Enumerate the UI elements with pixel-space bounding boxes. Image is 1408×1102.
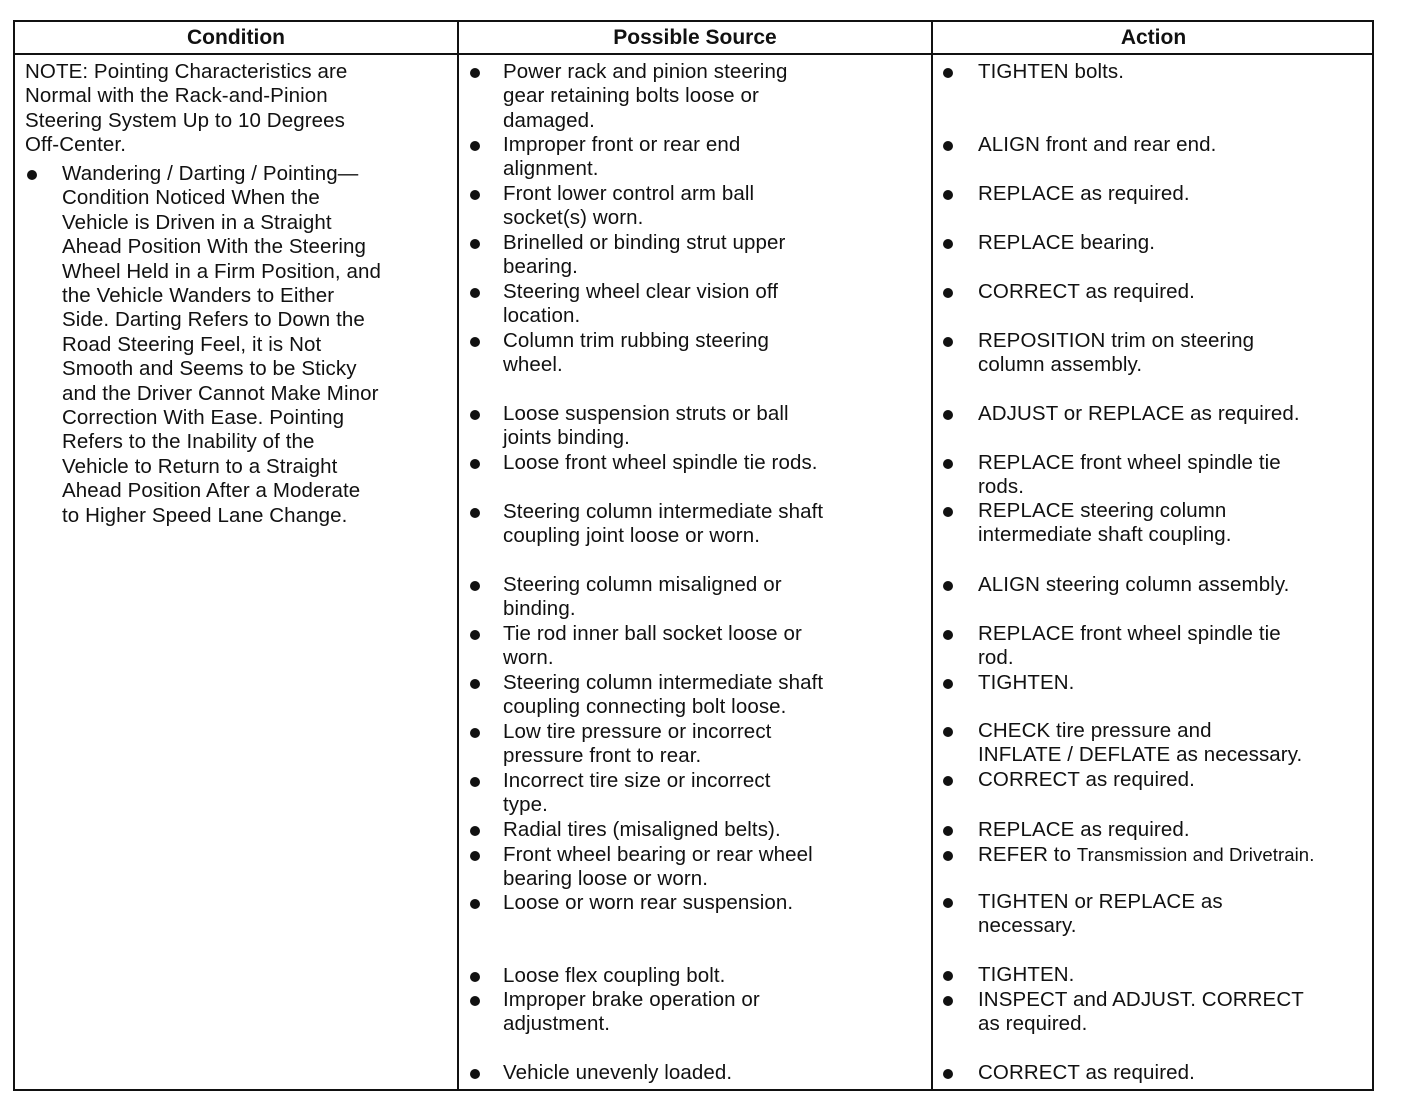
- source-line: Steering wheel clear vision off: [503, 280, 779, 303]
- action-line: INFLATE / DEFLATE as necessary.: [978, 743, 1303, 767]
- bullet-icon: [470, 288, 480, 298]
- source-line: Loose suspension struts or ball: [503, 402, 789, 425]
- bullet-icon: [943, 898, 953, 908]
- condition-note-line: NOTE: Pointing Characteristics are: [25, 60, 348, 83]
- bullet-icon: [470, 239, 480, 249]
- action-line: TIGHTEN.: [978, 671, 1075, 694]
- condition-text-line: Wheel Held in a Firm Position, and: [62, 259, 382, 283]
- bullet-icon: [470, 508, 480, 518]
- source-line: adjustment.: [503, 1012, 611, 1036]
- action-reference: Transmission and Drivetrain.: [1076, 844, 1315, 865]
- action-line: REPLACE front wheel spindle tie: [978, 451, 1281, 474]
- bullet-icon: [943, 630, 953, 640]
- source-line: Improper brake operation or: [503, 988, 760, 1011]
- source-line: joints binding.: [503, 426, 630, 450]
- condition-text-line: Road Steering Feel, it is Not: [62, 332, 322, 356]
- bullet-icon: [470, 581, 480, 591]
- action-line: rod.: [978, 646, 1014, 670]
- condition-text-line: Ahead Position After a Moderate: [62, 479, 361, 503]
- bullet-icon: [470, 826, 480, 836]
- source-line: bearing.: [503, 255, 578, 279]
- condition-text-line: Smooth and Seems to be Sticky: [62, 357, 357, 381]
- bullet-icon: [470, 630, 480, 640]
- bullet-icon: [27, 170, 37, 180]
- action-line: ALIGN front and rear end.: [978, 133, 1217, 156]
- bullet-icon: [943, 190, 953, 200]
- source-line: gear retaining bolts loose or: [503, 84, 759, 108]
- bullet-icon: [943, 410, 953, 420]
- bullet-icon: [943, 141, 953, 151]
- condition-note-line: Normal with the Rack-and-Pinion: [25, 84, 328, 108]
- action-line: REPOSITION trim on steering: [978, 329, 1255, 352]
- source-line: wheel.: [503, 353, 563, 377]
- action-line: REPLACE bearing.: [978, 231, 1156, 254]
- action-line: REPLACE steering column: [978, 499, 1227, 522]
- source-line: worn.: [503, 646, 554, 670]
- bullet-icon: [470, 679, 480, 689]
- action-line: CORRECT as required.: [978, 280, 1195, 303]
- source-line: damaged.: [503, 108, 595, 132]
- bullet-icon: [943, 1069, 953, 1079]
- source-line: Steering column intermediate shaft: [503, 671, 824, 694]
- action-line: REPLACE as required.: [978, 818, 1190, 841]
- header-condition: Condition: [187, 26, 285, 49]
- condition-text-line: to Higher Speed Lane Change.: [62, 503, 348, 527]
- source-line: location.: [503, 304, 581, 328]
- action-line: necessary.: [978, 914, 1077, 938]
- bullet-icon: [943, 337, 953, 347]
- action-line: INSPECT and ADJUST. CORRECT: [978, 988, 1304, 1011]
- action-line: REPLACE front wheel spindle tie: [978, 622, 1281, 645]
- condition-text-line: Condition Noticed When the: [62, 186, 320, 210]
- source-line: Tie rod inner ball socket loose or: [503, 622, 802, 645]
- bullet-icon: [470, 851, 480, 861]
- bullet-icon: [943, 679, 953, 689]
- source-line: socket(s) worn.: [503, 206, 644, 230]
- action-line: rods.: [978, 475, 1025, 499]
- action-line: ADJUST or REPLACE as required.: [978, 402, 1300, 425]
- bullet-icon: [470, 337, 480, 347]
- action-line: as required.: [978, 1012, 1088, 1036]
- condition-text-line: Ahead Position With the Steering: [62, 235, 367, 259]
- source-line: Improper front or rear end: [503, 133, 741, 156]
- action-line: CORRECT as required.: [978, 768, 1195, 791]
- bullet-icon: [470, 996, 480, 1006]
- header-source: Possible Source: [613, 26, 777, 49]
- condition-text-line: Refers to the Inability of the: [62, 430, 315, 454]
- bullet-icon: [943, 239, 953, 249]
- header-action: Action: [1120, 26, 1187, 49]
- bullet-icon: [470, 190, 480, 200]
- bullet-icon: [470, 972, 480, 982]
- source-line: Incorrect tire size or incorrect: [503, 769, 771, 792]
- source-line: Loose front wheel spindle tie rods.: [503, 451, 818, 474]
- condition-text-line: the Vehicle Wanders to Either: [62, 284, 335, 307]
- bullet-icon: [470, 728, 480, 738]
- bullet-icon: [470, 459, 480, 469]
- column-divider: [457, 22, 459, 1089]
- source-line: Power rack and pinion steering: [503, 60, 788, 83]
- bullet-icon: [943, 826, 953, 836]
- bullet-icon: [943, 851, 953, 861]
- action-line: CORRECT as required.: [978, 1061, 1195, 1084]
- source-line: Loose flex coupling bolt.: [503, 964, 726, 987]
- bullet-icon: [470, 777, 480, 787]
- bullet-icon: [943, 507, 953, 517]
- action-line: TIGHTEN or REPLACE as: [978, 890, 1223, 913]
- source-line: coupling connecting bolt loose.: [503, 695, 787, 719]
- source-line: Steering column misaligned or: [503, 573, 782, 596]
- condition-text-line: Correction With Ease. Pointing: [62, 406, 345, 429]
- source-line: Front wheel bearing or rear wheel: [503, 843, 813, 866]
- condition-text-line: Vehicle to Return to a Straight: [62, 454, 338, 478]
- bullet-icon: [943, 971, 953, 981]
- bullet-icon: [470, 899, 480, 909]
- source-line: alignment.: [503, 157, 599, 181]
- source-line: binding.: [503, 597, 576, 621]
- bullet-icon: [943, 459, 953, 469]
- action-line: intermediate shaft coupling.: [978, 523, 1232, 547]
- action-line: column assembly.: [978, 353, 1143, 377]
- bullet-icon: [943, 581, 953, 591]
- condition-note-line: Steering System Up to 10 Degrees: [25, 108, 345, 132]
- action-line: REPLACE as required.: [978, 182, 1190, 205]
- condition-note-line: Off-Center.: [25, 133, 126, 157]
- action-line: TIGHTEN.: [978, 963, 1075, 986]
- header-divider: [15, 53, 1372, 55]
- bullet-icon: [943, 288, 953, 298]
- bullet-icon: [943, 727, 953, 737]
- source-line: Low tire pressure or incorrect: [503, 720, 772, 743]
- source-line: type.: [503, 793, 548, 817]
- source-line: Front lower control arm ball: [503, 182, 755, 205]
- source-line: coupling joint loose or worn.: [503, 524, 761, 548]
- action-line: CHECK tire pressure and: [978, 719, 1212, 742]
- condition-text-line: and the Driver Cannot Make Minor: [62, 381, 379, 405]
- action-line: TIGHTEN bolts.: [978, 60, 1125, 83]
- action-line: ALIGN steering column assembly.: [978, 573, 1290, 596]
- bullet-icon: [470, 410, 480, 420]
- condition-text-line: Wandering / Darting / Pointing—: [62, 162, 359, 185]
- source-line: Column trim rubbing steering: [503, 329, 769, 352]
- source-line: Vehicle unevenly loaded.: [503, 1061, 733, 1084]
- source-line: Brinelled or binding strut upper: [503, 231, 786, 254]
- bullet-icon: [470, 1069, 480, 1079]
- action-line: REFER to Transmission and Drivetrain.: [978, 843, 1315, 866]
- source-line: pressure front to rear.: [503, 744, 702, 768]
- condition-text-line: Vehicle is Driven in a Straight: [62, 210, 332, 234]
- column-divider: [931, 22, 933, 1089]
- source-line: Steering column intermediate shaft: [503, 500, 824, 523]
- bullet-icon: [470, 68, 480, 78]
- bullet-icon: [943, 996, 953, 1006]
- bullet-icon: [943, 68, 953, 78]
- bullet-icon: [943, 776, 953, 786]
- source-line: Radial tires (misaligned belts).: [503, 818, 781, 841]
- source-line: bearing loose or worn.: [503, 867, 709, 891]
- bullet-icon: [470, 141, 480, 151]
- condition-text-line: Side. Darting Refers to Down the: [62, 308, 365, 332]
- source-line: Loose or worn rear suspension.: [503, 891, 794, 914]
